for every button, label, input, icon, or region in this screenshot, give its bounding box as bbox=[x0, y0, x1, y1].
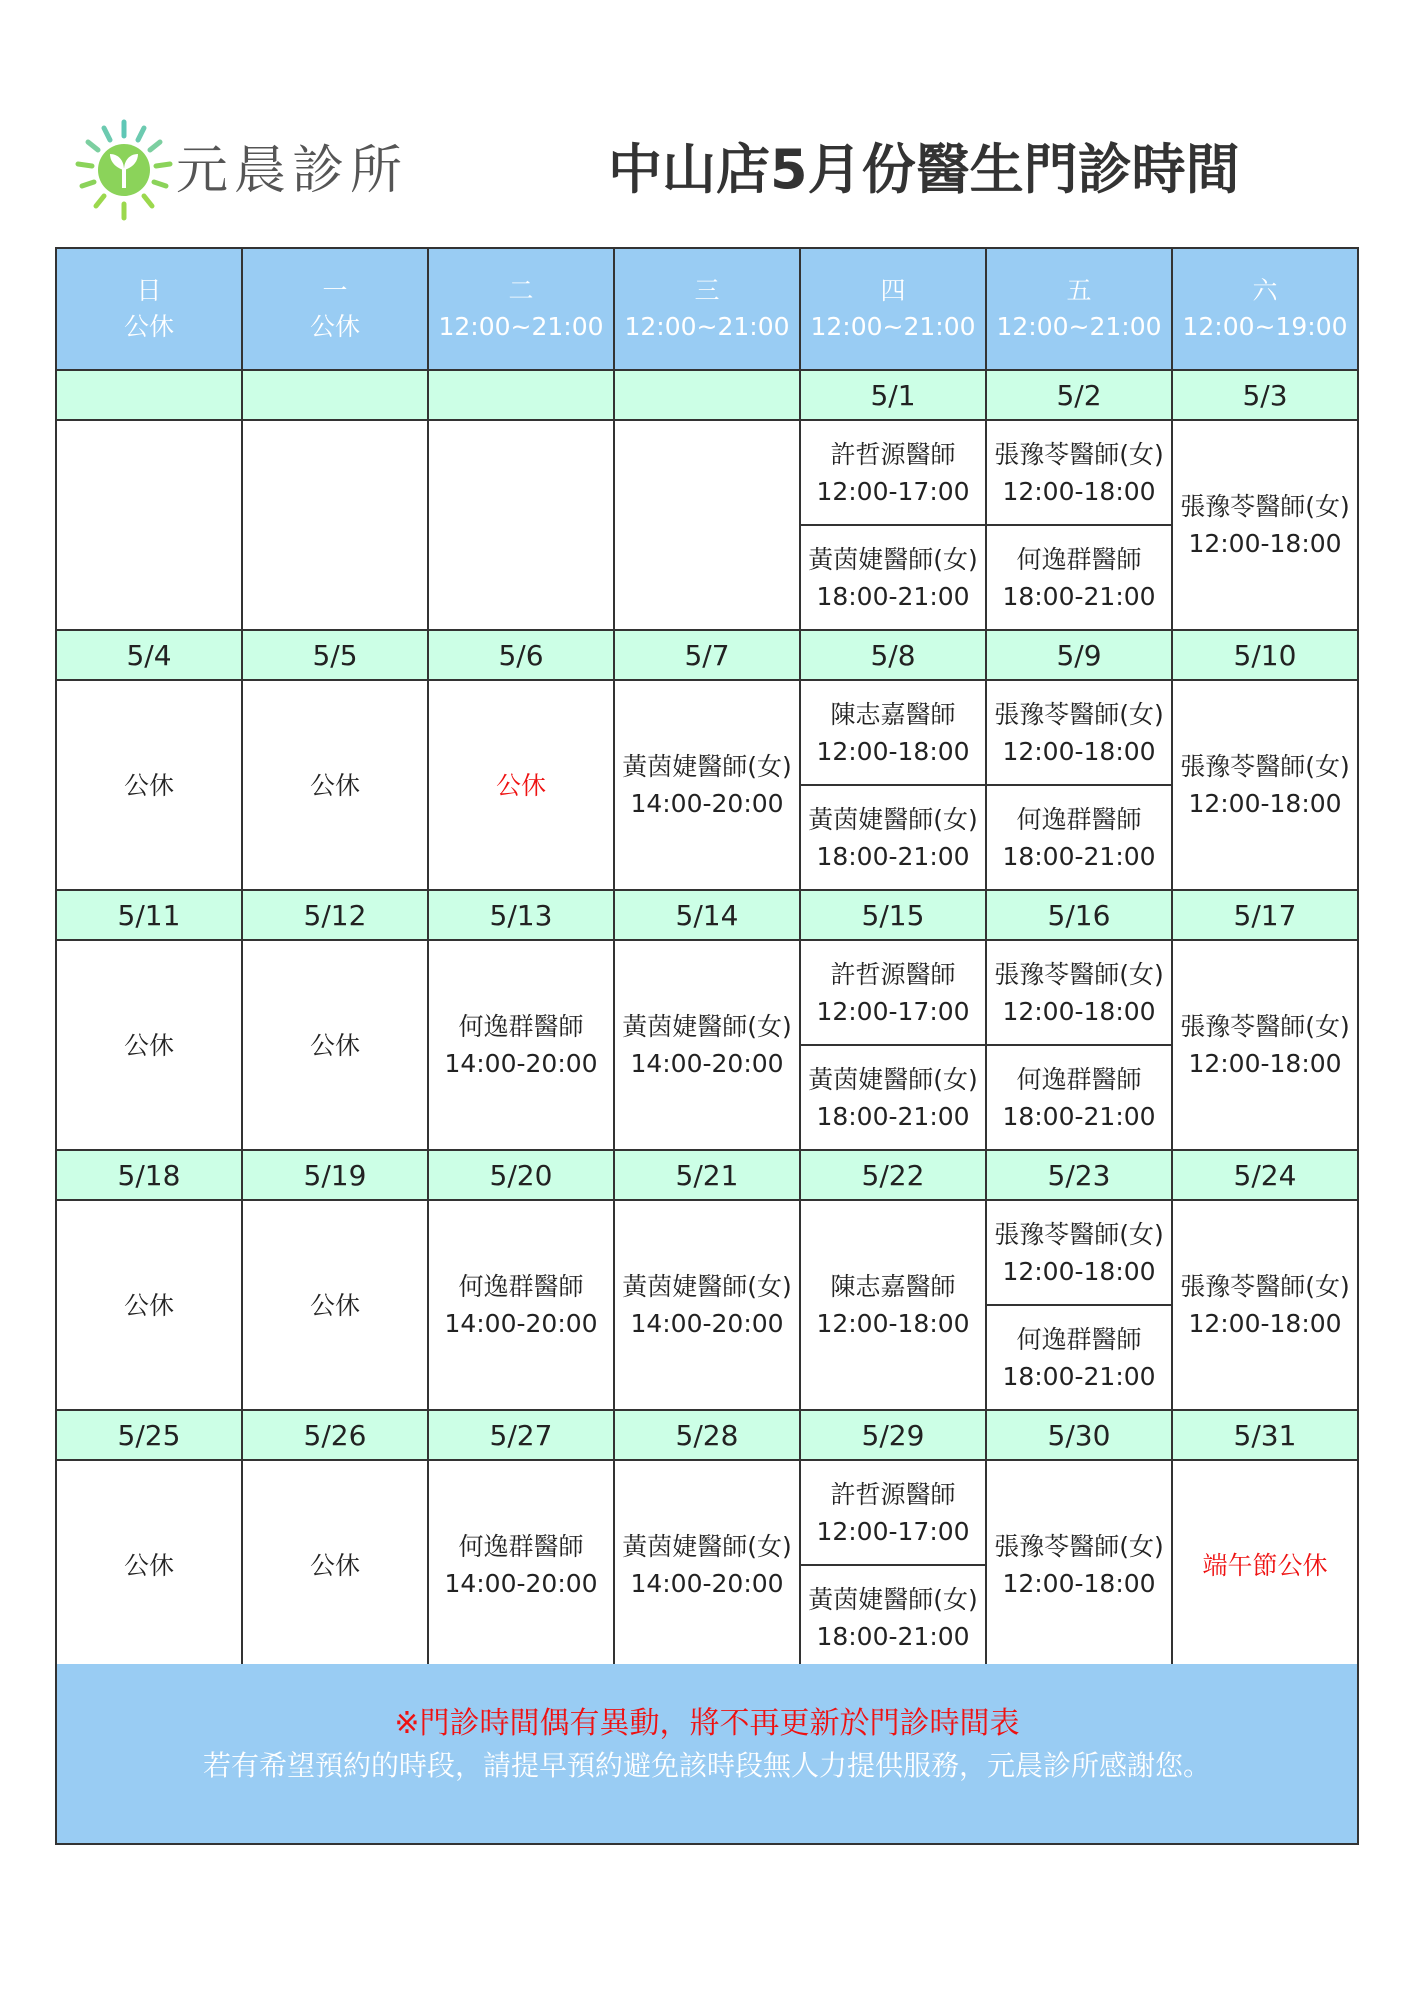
change-notice: ※門診時間偶有異動，將不再更新於門診時間表 bbox=[394, 1706, 1020, 1741]
shift-time: 18:00-21:00 bbox=[1002, 581, 1156, 611]
shift-slot bbox=[801, 524, 985, 629]
date-cell: 5/31 bbox=[1233, 1418, 1297, 1452]
schedule-row bbox=[57, 681, 1357, 889]
weekday-name: 日 bbox=[136, 276, 162, 305]
weekday-name: 三 bbox=[694, 276, 720, 305]
day-cell bbox=[801, 421, 987, 629]
page-header bbox=[0, 0, 1414, 246]
day-cell bbox=[57, 1201, 243, 1409]
shift-time: 12:00-17:00 bbox=[816, 996, 970, 1026]
doctor-name: 陳志嘉醫師 bbox=[830, 699, 956, 729]
shift-slot bbox=[243, 941, 427, 1149]
shift-slot bbox=[987, 1201, 1171, 1304]
date-cell: 5/11 bbox=[57, 891, 243, 939]
doctor-name: 許哲源醫師 bbox=[830, 959, 956, 989]
date-row bbox=[57, 1409, 1357, 1461]
doctor-name: 何逸群醫師 bbox=[1016, 544, 1142, 574]
date-cell: 5/23 bbox=[987, 1151, 1173, 1199]
doctor-name: 何逸群醫師 bbox=[458, 1012, 584, 1041]
shift-time: 18:00-21:00 bbox=[1002, 1101, 1156, 1131]
weekday-hours: 12:00~21:00 bbox=[810, 312, 976, 341]
day-cell bbox=[57, 681, 243, 889]
doctor-name: 黃茵婕醫師(女) bbox=[622, 1272, 792, 1301]
shift-time: 12:00-18:00 bbox=[816, 1309, 970, 1338]
shift-time: 12:00-18:00 bbox=[1188, 1309, 1342, 1338]
date-cell: 5/26 bbox=[243, 1411, 429, 1459]
doctor-name: 黃茵婕醫師(女) bbox=[808, 544, 978, 574]
day-cell bbox=[243, 681, 429, 889]
shift-slot bbox=[987, 681, 1171, 784]
date-row bbox=[57, 369, 1357, 421]
schedule-table bbox=[55, 247, 1359, 1668]
date-row bbox=[57, 1149, 1357, 1201]
weekday-name: 六 bbox=[1252, 276, 1278, 305]
day-cell bbox=[429, 941, 615, 1149]
shift-time: 14:00-20:00 bbox=[444, 1309, 598, 1338]
shift-slot bbox=[57, 941, 241, 1149]
day-cell bbox=[987, 421, 1173, 629]
closed-label: 公休 bbox=[123, 770, 174, 800]
shift-slot bbox=[1173, 1461, 1357, 1669]
doctor-name: 黃茵婕醫師(女) bbox=[622, 752, 792, 781]
day-cell bbox=[243, 1461, 429, 1669]
date-cell: 5/9 bbox=[987, 631, 1173, 679]
shift-slot bbox=[57, 1461, 241, 1669]
doctor-name: 張豫苓醫師(女) bbox=[994, 1532, 1164, 1561]
shift-time: 18:00-21:00 bbox=[816, 581, 970, 611]
footer-notice-box bbox=[55, 1664, 1359, 1845]
weekday-name: 五 bbox=[1066, 276, 1092, 305]
closed-label: 公休 bbox=[495, 770, 546, 800]
weekday-header-cell bbox=[429, 249, 615, 369]
day-cell bbox=[429, 421, 615, 629]
date-cell: 5/6 bbox=[429, 631, 615, 679]
shift-slot bbox=[57, 1201, 241, 1409]
shift-slot bbox=[429, 1461, 613, 1669]
day-cell bbox=[615, 681, 801, 889]
date-cell: 5/3 bbox=[1242, 378, 1288, 412]
shift-slot bbox=[429, 681, 613, 889]
weekday-header-cell bbox=[987, 249, 1173, 369]
page-title: 中山店5月份醫生門診時間 bbox=[608, 138, 1240, 201]
shift-slot bbox=[243, 1201, 427, 1409]
day-cell bbox=[57, 421, 243, 629]
day-cell bbox=[615, 941, 801, 1149]
shift-time: 14:00-20:00 bbox=[444, 1049, 598, 1078]
doctor-name: 張豫苓醫師(女) bbox=[1180, 1012, 1350, 1041]
date-cell: 5/18 bbox=[57, 1151, 243, 1199]
schedule-row bbox=[57, 1201, 1357, 1409]
date-cell: 5/30 bbox=[987, 1411, 1173, 1459]
shift-time: 14:00-20:00 bbox=[630, 1309, 784, 1338]
date-cell: 5/20 bbox=[429, 1151, 615, 1199]
doctor-name: 張豫苓醫師(女) bbox=[994, 699, 1164, 729]
day-cell bbox=[1173, 1461, 1357, 1669]
closed-label: 公休 bbox=[309, 1550, 360, 1580]
day-cell bbox=[615, 1461, 801, 1669]
weekday-hours: 12:00~19:00 bbox=[1182, 312, 1348, 341]
shift-slot bbox=[987, 524, 1171, 629]
date-cell: 5/15 bbox=[801, 891, 987, 939]
shift-slot bbox=[615, 1461, 799, 1669]
doctor-name: 黃茵婕醫師(女) bbox=[808, 804, 978, 834]
doctor-name: 何逸群醫師 bbox=[1016, 1064, 1142, 1094]
weekday-name: 一 bbox=[322, 276, 348, 305]
doctor-name: 張豫苓醫師(女) bbox=[994, 959, 1164, 989]
doctor-name: 何逸群醫師 bbox=[1016, 804, 1142, 834]
weekday-name: 四 bbox=[880, 276, 906, 305]
shift-time: 14:00-20:00 bbox=[630, 1049, 784, 1078]
day-cell bbox=[243, 941, 429, 1149]
shift-slot bbox=[801, 421, 985, 524]
weekday-hours: 公休 bbox=[123, 312, 174, 341]
shift-slot bbox=[987, 421, 1171, 524]
day-cell bbox=[243, 1201, 429, 1409]
day-cell bbox=[1173, 941, 1357, 1149]
schedule-row bbox=[57, 421, 1357, 629]
doctor-name: 何逸群醫師 bbox=[458, 1272, 584, 1301]
day-cell bbox=[987, 1461, 1173, 1669]
date-cell bbox=[615, 371, 801, 419]
shift-time: 12:00-18:00 bbox=[1002, 736, 1156, 766]
doctor-name: 張豫苓醫師(女) bbox=[1180, 1272, 1350, 1301]
shift-time: 18:00-21:00 bbox=[816, 841, 970, 871]
doctor-name: 許哲源醫師 bbox=[830, 439, 956, 469]
day-cell bbox=[1173, 421, 1357, 629]
shift-slot bbox=[801, 1044, 985, 1149]
day-cell bbox=[801, 1461, 987, 1669]
weekday-hours: 12:00~21:00 bbox=[996, 312, 1162, 341]
closed-label: 公休 bbox=[309, 1290, 360, 1320]
date-cell: 5/2 bbox=[987, 371, 1173, 419]
closed-label: 公休 bbox=[309, 770, 360, 800]
shift-slot bbox=[801, 681, 985, 784]
shift-time: 12:00-18:00 bbox=[816, 736, 970, 766]
doctor-name: 黃茵婕醫師(女) bbox=[622, 1532, 792, 1561]
weekday-header-cell bbox=[615, 249, 801, 369]
day-cell bbox=[1173, 1201, 1357, 1409]
schedule-row bbox=[57, 1461, 1357, 1669]
doctor-name: 許哲源醫師 bbox=[830, 1479, 956, 1509]
weekday-header-row bbox=[57, 249, 1357, 369]
day-cell bbox=[615, 1201, 801, 1409]
doctor-name: 何逸群醫師 bbox=[458, 1532, 584, 1561]
doctor-name: 陳志嘉醫師 bbox=[830, 1272, 956, 1301]
weekday-hours: 12:00~21:00 bbox=[438, 312, 604, 341]
day-cell bbox=[429, 1201, 615, 1409]
doctor-name: 張豫苓醫師(女) bbox=[1180, 492, 1350, 521]
shift-time: 12:00-18:00 bbox=[1002, 1256, 1156, 1286]
shift-time: 12:00-18:00 bbox=[1002, 996, 1156, 1026]
shift-time: 12:00-18:00 bbox=[1002, 1569, 1156, 1598]
date-cell: 5/10 bbox=[1233, 638, 1297, 672]
date-cell: 5/22 bbox=[801, 1151, 987, 1199]
shift-time: 12:00-17:00 bbox=[816, 1516, 970, 1546]
doctor-name: 張豫苓醫師(女) bbox=[1180, 752, 1350, 781]
shift-slot bbox=[987, 941, 1171, 1044]
shift-slot bbox=[57, 681, 241, 889]
shift-slot bbox=[615, 681, 799, 889]
date-cell bbox=[57, 371, 243, 419]
shift-time: 12:00-17:00 bbox=[816, 476, 970, 506]
date-cell: 5/8 bbox=[801, 631, 987, 679]
shift-slot bbox=[615, 941, 799, 1149]
date-cell: 5/12 bbox=[243, 891, 429, 939]
shift-slot bbox=[429, 1201, 613, 1409]
schedule-row bbox=[57, 941, 1357, 1149]
shift-slot bbox=[801, 941, 985, 1044]
closed-label: 公休 bbox=[123, 1290, 174, 1320]
doctor-name: 黃茵婕醫師(女) bbox=[808, 1584, 978, 1614]
date-cell: 5/17 bbox=[1233, 898, 1297, 932]
closed-label: 公休 bbox=[123, 1550, 174, 1580]
weekday-header-cell bbox=[57, 249, 243, 369]
date-cell: 5/1 bbox=[801, 371, 987, 419]
doctor-name: 何逸群醫師 bbox=[1016, 1324, 1142, 1354]
shift-time: 12:00-18:00 bbox=[1188, 529, 1342, 558]
doctor-name: 張豫苓醫師(女) bbox=[994, 1219, 1164, 1249]
shift-slot bbox=[987, 1461, 1171, 1669]
shift-slot bbox=[243, 1461, 427, 1669]
shift-slot bbox=[987, 1044, 1171, 1149]
day-cell bbox=[57, 941, 243, 1149]
shift-slot bbox=[801, 1564, 985, 1669]
shift-time: 12:00-18:00 bbox=[1188, 789, 1342, 818]
shift-time: 18:00-21:00 bbox=[816, 1101, 970, 1131]
weekday-hours: 12:00~21:00 bbox=[624, 312, 790, 341]
shift-time: 18:00-21:00 bbox=[1002, 841, 1156, 871]
day-cell bbox=[801, 1201, 987, 1409]
shift-slot bbox=[1173, 1201, 1357, 1409]
day-cell bbox=[987, 1201, 1173, 1409]
shift-time: 14:00-20:00 bbox=[630, 789, 784, 818]
shift-slot bbox=[243, 681, 427, 889]
date-cell: 5/25 bbox=[57, 1411, 243, 1459]
doctor-name: 黃茵婕醫師(女) bbox=[622, 1012, 792, 1041]
date-cell: 5/24 bbox=[1233, 1158, 1297, 1192]
shift-slot bbox=[801, 784, 985, 889]
closed-label: 公休 bbox=[309, 1030, 360, 1060]
day-cell bbox=[801, 941, 987, 1149]
shift-slot bbox=[1173, 681, 1357, 889]
date-cell: 5/14 bbox=[615, 891, 801, 939]
day-cell bbox=[57, 1461, 243, 1669]
date-cell: 5/4 bbox=[57, 631, 243, 679]
shift-time: 14:00-20:00 bbox=[630, 1569, 784, 1598]
day-cell bbox=[987, 941, 1173, 1149]
weekday-header-cell bbox=[243, 249, 429, 369]
shift-time: 12:00-18:00 bbox=[1002, 476, 1156, 506]
date-cell: 5/13 bbox=[429, 891, 615, 939]
date-row bbox=[57, 629, 1357, 681]
clinic-brand-name: 元晨診所 bbox=[176, 141, 409, 201]
sun-sprout-logo-icon bbox=[72, 118, 176, 222]
weekday-header-cell bbox=[801, 249, 987, 369]
day-cell bbox=[429, 1461, 615, 1669]
closed-label: 公休 bbox=[123, 1030, 174, 1060]
date-cell: 5/21 bbox=[615, 1151, 801, 1199]
shift-slot bbox=[801, 1461, 985, 1564]
date-cell bbox=[429, 371, 615, 419]
day-cell bbox=[429, 681, 615, 889]
day-cell bbox=[615, 421, 801, 629]
shift-slot bbox=[1173, 421, 1357, 629]
date-cell: 5/7 bbox=[615, 631, 801, 679]
closed-label: 端午節公休 bbox=[1202, 1550, 1328, 1580]
booking-note: 若有希望預約的時段，請提早預約避免該時段無人力提供服務，元晨診所感謝您。 bbox=[202, 1749, 1211, 1782]
date-cell bbox=[243, 371, 429, 419]
date-cell: 5/5 bbox=[243, 631, 429, 679]
shift-slot bbox=[801, 1201, 985, 1409]
day-cell bbox=[243, 421, 429, 629]
shift-slot bbox=[429, 941, 613, 1149]
day-cell bbox=[801, 681, 987, 889]
day-cell bbox=[987, 681, 1173, 889]
date-cell: 5/29 bbox=[801, 1411, 987, 1459]
shift-slot bbox=[1173, 941, 1357, 1149]
shift-slot bbox=[615, 1201, 799, 1409]
shift-time: 18:00-21:00 bbox=[816, 1621, 970, 1651]
shift-time: 18:00-21:00 bbox=[1002, 1361, 1156, 1391]
date-cell: 5/27 bbox=[429, 1411, 615, 1459]
date-row bbox=[57, 889, 1357, 941]
shift-slot bbox=[987, 1304, 1171, 1409]
date-cell: 5/19 bbox=[243, 1151, 429, 1199]
shift-time: 12:00-18:00 bbox=[1188, 1049, 1342, 1078]
date-cell: 5/28 bbox=[615, 1411, 801, 1459]
weekday-header-cell bbox=[1173, 249, 1357, 369]
doctor-name: 張豫苓醫師(女) bbox=[994, 439, 1164, 469]
weekday-hours: 公休 bbox=[309, 312, 360, 341]
day-cell bbox=[1173, 681, 1357, 889]
doctor-name: 黃茵婕醫師(女) bbox=[808, 1064, 978, 1094]
weekday-name: 二 bbox=[508, 276, 534, 305]
date-cell: 5/16 bbox=[987, 891, 1173, 939]
shift-time: 14:00-20:00 bbox=[444, 1569, 598, 1598]
shift-slot bbox=[987, 784, 1171, 889]
